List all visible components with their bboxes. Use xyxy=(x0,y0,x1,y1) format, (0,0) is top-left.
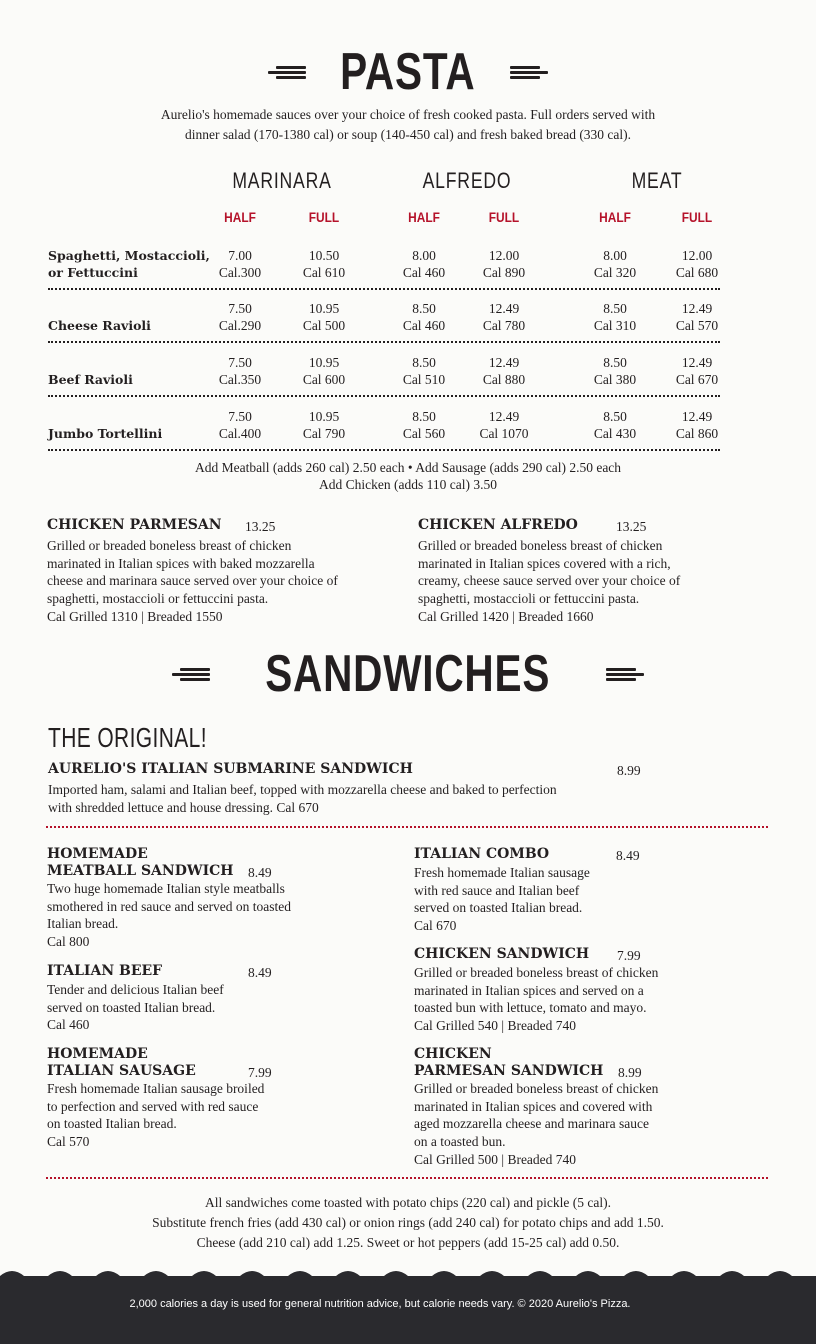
size-full: FULL xyxy=(681,209,713,225)
menu-item-chicken-alfredo xyxy=(418,517,778,626)
size-full: FULL xyxy=(488,209,520,225)
price: 12.49 xyxy=(488,301,520,316)
item-calories: Cal Grilled 500 | Breaded 740 xyxy=(414,1151,577,1167)
item-description: Fresh homemade Italian sausage broiled to perfection and served with red sauce on toasted Italian bread. xyxy=(47,1081,265,1132)
section-divider xyxy=(46,826,768,828)
price: 10.95 xyxy=(308,409,340,424)
menu-item-chicken-parmesan-sandwich xyxy=(414,1046,774,1169)
menu-item-italian-submarine xyxy=(48,761,648,816)
size-half: HALF xyxy=(599,209,631,225)
price: 10.95 xyxy=(308,355,340,370)
sandwich-note-line-3: Cheese (add 210 cal) add 1.25. Sweet or hot peppers (add 15-25 cal) add 0.50. xyxy=(196,1235,620,1250)
sandwiches-title-text: SANDWICHES xyxy=(265,645,551,704)
calories: Cal.400 xyxy=(218,426,262,441)
sauce-header-marinara: MARINARA xyxy=(232,168,332,193)
menu-item-chicken-sandwich xyxy=(414,946,774,1035)
calories: Cal 500 xyxy=(302,318,346,333)
price: 7.00 xyxy=(228,248,252,263)
price: 8.50 xyxy=(603,355,627,370)
sauce-header-meat: MEAT xyxy=(631,168,683,193)
price: 8.50 xyxy=(603,301,627,316)
calories: Cal 790 xyxy=(302,426,346,441)
calories: Cal 860 xyxy=(675,426,719,441)
section-divider xyxy=(46,1177,768,1179)
item-price: 13.25 xyxy=(616,519,647,534)
footer-disclaimer: 2,000 calories a day is used for general nutrition advice, but calorie needs vary. © 2020 Aurelio's Pizza. xyxy=(129,1298,631,1310)
menu-item-italian-sausage xyxy=(47,1046,387,1151)
menu-item-italian-combo xyxy=(414,846,774,935)
item-price: 7.99 xyxy=(248,1065,272,1080)
size-half: HALF xyxy=(224,209,256,225)
calories: Cal 560 xyxy=(402,426,446,441)
calories: Cal 670 xyxy=(675,372,719,387)
item-price: 8.49 xyxy=(248,965,272,980)
price: 12.49 xyxy=(488,409,520,424)
calories: Cal 1070 xyxy=(479,426,529,441)
calories: Cal 380 xyxy=(593,372,637,387)
sandwich-note-line-2: Substitute french fries (add 430 cal) or onion rings (add 240 cal) for potato chips and add 1.50. xyxy=(152,1215,664,1230)
item-title-line-2: ITALIAN SAUSAGE xyxy=(47,1063,196,1079)
item-calories: Cal Grilled 1420 | Breaded 1660 xyxy=(418,608,594,624)
footer-wave xyxy=(0,1266,816,1286)
pasta-name-line-2: or Fettuccini xyxy=(48,265,138,280)
price: 8.00 xyxy=(603,248,627,263)
item-title-line-1: HOMEMADE xyxy=(47,1046,148,1062)
calories: Cal 780 xyxy=(482,318,526,333)
pasta-name: Beef Ravioli xyxy=(48,372,133,387)
item-description: Grilled or breaded boneless breast of chicken marinated in Italian spices with baked mozzarella cheese and marinara sauce served over your choice of spaghetti, mostaccioli or fettuccini pasta. xyxy=(47,538,338,607)
footer-band xyxy=(0,1276,816,1344)
item-description: Grilled or breaded boneless breast of chicken marinated in Italian spices and served on a toasted bun with lettuce, tomato and mayo. xyxy=(414,965,659,1016)
item-title: CHICKEN ALFREDO xyxy=(418,517,578,533)
title-decor-right xyxy=(510,65,548,79)
price: 7.50 xyxy=(228,355,252,370)
size-full: FULL xyxy=(308,209,340,225)
addons-line-1: Add Meatball (adds 260 cal) 2.50 each • Add Sausage (adds 290 cal) 2.50 each xyxy=(194,460,622,475)
calories: Cal 460 xyxy=(402,265,446,280)
price: 10.95 xyxy=(308,301,340,316)
item-calories: Cal Grilled 1310 | Breaded 1550 xyxy=(47,608,223,624)
pasta-row xyxy=(48,398,720,451)
pasta-name: Jumbo Tortellini xyxy=(48,426,163,441)
price: 8.00 xyxy=(412,248,436,263)
item-title-line-1: CHICKEN xyxy=(414,1046,492,1062)
calories: Cal.290 xyxy=(218,318,262,333)
item-calories: Cal Grilled 540 | Breaded 740 xyxy=(414,1018,577,1034)
calories: Cal.300 xyxy=(218,265,262,280)
item-title: ITALIAN BEEF xyxy=(47,963,163,979)
calories: Cal 510 xyxy=(402,372,446,387)
item-price: 8.49 xyxy=(248,865,272,880)
item-description: Grilled or breaded boneless breast of chicken marinated in Italian spices and covered with aged mozzarella cheese and marinara sauce on a toasted bun. xyxy=(414,1081,659,1150)
the-original-heading: THE ORIGINAL! xyxy=(48,722,207,753)
item-title: CHICKEN SANDWICH xyxy=(414,946,590,962)
pasta-row xyxy=(48,344,720,397)
addons-line-2: Add Chicken (adds 110 cal) 3.50 xyxy=(319,477,497,492)
price: 12.00 xyxy=(488,248,520,263)
item-title-line-2: MEATBALL SANDWICH xyxy=(47,863,234,879)
calories: Cal.350 xyxy=(218,372,262,387)
item-price: 8.99 xyxy=(617,763,641,778)
calories: Cal 600 xyxy=(302,372,346,387)
price: 8.50 xyxy=(412,409,436,424)
price: 7.50 xyxy=(228,409,252,424)
item-title: CHICKEN PARMESAN xyxy=(47,517,222,533)
item-calories: Cal 460 xyxy=(47,1017,90,1033)
calories: Cal 680 xyxy=(675,265,719,280)
item-calories: Cal 670 xyxy=(414,918,457,934)
title-decor-left xyxy=(172,667,210,681)
price: 8.50 xyxy=(603,409,627,424)
menu-item-chicken-parmesan xyxy=(47,517,407,626)
calories: Cal 890 xyxy=(482,265,526,280)
price: 12.49 xyxy=(681,301,713,316)
calories: Cal 320 xyxy=(593,265,637,280)
calories: Cal 430 xyxy=(593,426,637,441)
item-price: 8.49 xyxy=(616,848,640,863)
price: 12.00 xyxy=(681,248,713,263)
price: 7.50 xyxy=(228,301,252,316)
calories: Cal 460 xyxy=(402,318,446,333)
pasta-row xyxy=(48,237,720,290)
sauce-header-alfredo: ALFREDO xyxy=(422,168,512,193)
item-title-line-2: PARMESAN SANDWICH xyxy=(414,1063,604,1079)
calories: Cal 310 xyxy=(593,318,637,333)
item-description: Two huge homemade Italian style meatballs smothered in red sauce and served on toasted Italian bread. xyxy=(47,881,292,932)
pasta-name-line-1: Spaghetti, Mostaccioli, xyxy=(48,248,210,263)
price: 12.49 xyxy=(681,355,713,370)
pasta-row xyxy=(48,290,720,343)
item-title-line-1: HOMEMADE xyxy=(47,846,148,862)
pasta-section-title xyxy=(0,38,816,100)
price: 8.50 xyxy=(412,301,436,316)
price: 8.50 xyxy=(412,355,436,370)
price: 12.49 xyxy=(488,355,520,370)
item-description: Tender and delicious Italian beef served on toasted Italian bread. xyxy=(47,982,224,1015)
item-title: AURELIO'S ITALIAN SUBMARINE SANDWICH xyxy=(48,761,413,777)
item-price: 8.99 xyxy=(618,1065,642,1080)
title-decor-left xyxy=(268,65,306,79)
sandwich-note-line-1: All sandwiches come toasted with potato chips (220 cal) and pickle (5 cal). xyxy=(204,1195,611,1210)
pasta-intro-line-2: dinner salad (170-1380 cal) or soup (140-450 cal) and fresh baked bread (330 cal). xyxy=(184,127,632,142)
size-half: HALF xyxy=(408,209,440,225)
pasta-name: Cheese Ravioli xyxy=(48,318,151,333)
price: 10.50 xyxy=(308,248,340,263)
item-description: Grilled or breaded boneless breast of chicken marinated in Italian spices covered with a rich, creamy, cheese sauce served over your choice of spaghetti, mostaccioli or fettuccini pasta. xyxy=(418,538,681,607)
row-divider xyxy=(48,341,720,343)
calories: Cal 610 xyxy=(302,265,346,280)
sandwiches-section-title xyxy=(0,640,816,702)
title-decor-right xyxy=(606,667,644,681)
row-divider xyxy=(48,449,720,451)
calories: Cal 880 xyxy=(482,372,526,387)
row-divider xyxy=(48,395,720,397)
item-price: 13.25 xyxy=(245,519,276,534)
pasta-addons xyxy=(0,459,816,493)
item-description: Imported ham, salami and Italian beef, topped with mozzarella cheese and baked to perfection with shredded lettuce and house dressing. Cal 670 xyxy=(48,782,557,815)
pasta-title-text: PASTA xyxy=(340,43,476,102)
menu-item-italian-beef xyxy=(47,963,387,1034)
menu-item-meatball-sandwich xyxy=(47,846,387,951)
price: 12.49 xyxy=(681,409,713,424)
calories: Cal 570 xyxy=(675,318,719,333)
item-price: 7.99 xyxy=(617,948,641,963)
item-title: ITALIAN COMBO xyxy=(414,846,550,862)
item-calories: Cal 570 xyxy=(47,1134,90,1150)
pasta-intro-line-1: Aurelio's homemade sauces over your choice of fresh cooked pasta. Full orders served with xyxy=(160,107,656,122)
item-description: Fresh homemade Italian sausage with red sauce and Italian beef served on toasted Italian bread. xyxy=(414,865,590,916)
item-calories: Cal 800 xyxy=(47,934,90,950)
